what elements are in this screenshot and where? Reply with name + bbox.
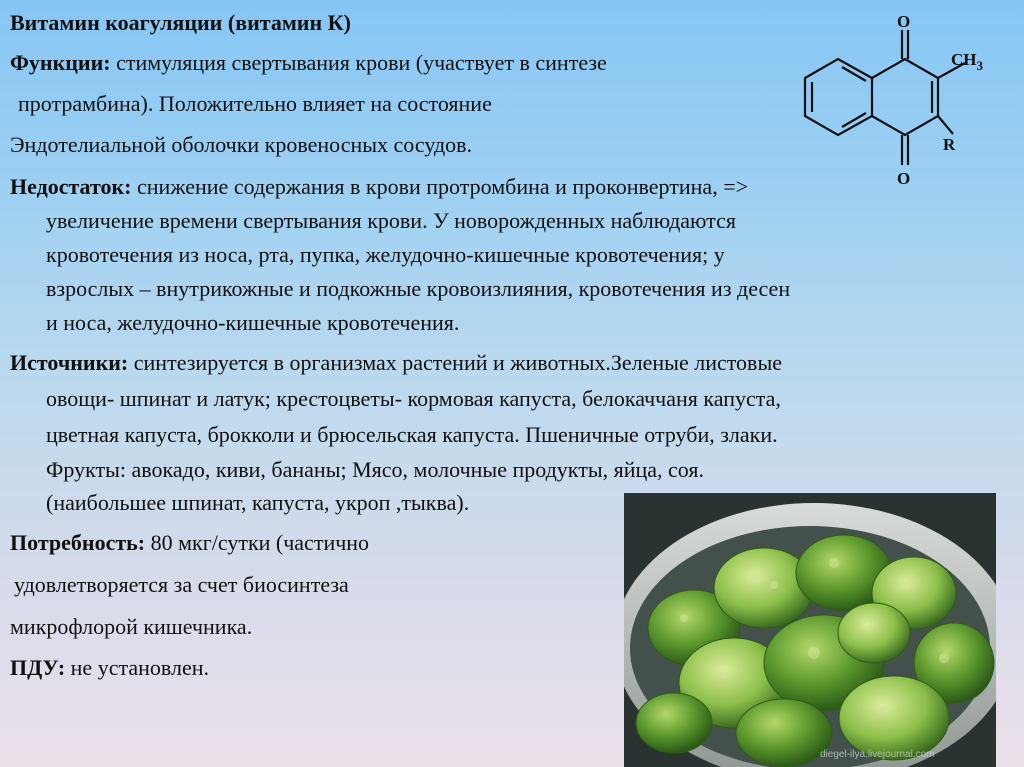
requirement-text-3: микрофлорой кишечника. — [10, 614, 253, 639]
sources-line-1 — [10, 348, 782, 378]
deficiency-line-1 — [10, 172, 748, 202]
sources-text-5: (наибольшее шпинат, капуста, укроп ,тыква). — [46, 490, 470, 515]
deficiency-text-5: и носа, желудочно-кишечные кровотечения. — [46, 310, 460, 335]
quinone-ring — [872, 59, 938, 135]
oxygen-bottom-label: O — [897, 169, 911, 188]
requirement-text-1: 80 мкг/сутки (частично — [145, 530, 370, 555]
sources-text-1: синтезируется в организмах растений и животных.Зеленые листовые — [128, 350, 782, 375]
sources-text-4: Фрукты: авокадо, киви, бананы; Мясо, молочные продукты, яйца, соя. — [46, 457, 704, 482]
page-title: Витамин коагуляции (витамин К) — [10, 10, 351, 35]
sources-label: Источники: — [10, 350, 129, 375]
upper-limit-value: не установлен. — [65, 655, 209, 680]
deficiency-text-4: взрослых – внутрикожные и подкожные кровоизлияния, кровотечения из десен — [46, 276, 791, 301]
methyl-ch-text: CH — [951, 50, 977, 69]
upper-limit-label: ПДУ: — [10, 655, 66, 680]
r-group-label: R — [943, 135, 956, 154]
vitamin-k-structure-diagram — [793, 8, 1003, 192]
deficiency-label: Недостаток: — [10, 174, 132, 199]
sources-text-2: овощи- шпинат и латук; крестоцветы- кормовая капуста, белокаччаня капуста, — [46, 386, 781, 411]
methyl-subscript: 3 — [976, 58, 983, 73]
functions-line-1 — [10, 48, 607, 78]
functions-text-3: Эндотелиальной оболочки кровеносных сосудов. — [10, 132, 473, 157]
functions-text-2: протрамбина). Положительно влияет на состояние — [18, 91, 492, 116]
oxygen-top-label: O — [897, 12, 911, 31]
photo-watermark: diegel-ilya.livejournal.com — [820, 749, 935, 760]
deficiency-text-2: увеличение времени свертывания крови. У новорожденных наблюдаются — [46, 208, 736, 233]
requirement-text-2: удовлетворяется за счет биосинтеза — [14, 572, 349, 597]
requirement-line-1 — [10, 528, 369, 558]
benzene-ring — [805, 59, 872, 135]
deficiency-text-3: кровотечения из носа, рта, пупка, желудочно-кишечные кровотечения; у — [46, 242, 725, 267]
upper-limit-line — [10, 653, 209, 683]
functions-text-1: стимуляция свертывания крови (участвует в синтезе — [110, 50, 607, 75]
sources-text-3: цветная капуста, брокколи и брюсельская капуста. Пшеничные отруби, злаки. — [46, 422, 778, 447]
broccoli-photo — [624, 493, 996, 767]
requirement-label: Потребность: — [10, 530, 146, 555]
methyl-group-label — [951, 50, 984, 73]
functions-label: Функции: — [10, 50, 111, 75]
deficiency-text-1: снижение содержания в крови протромбина и проконвертина, => — [131, 174, 749, 199]
